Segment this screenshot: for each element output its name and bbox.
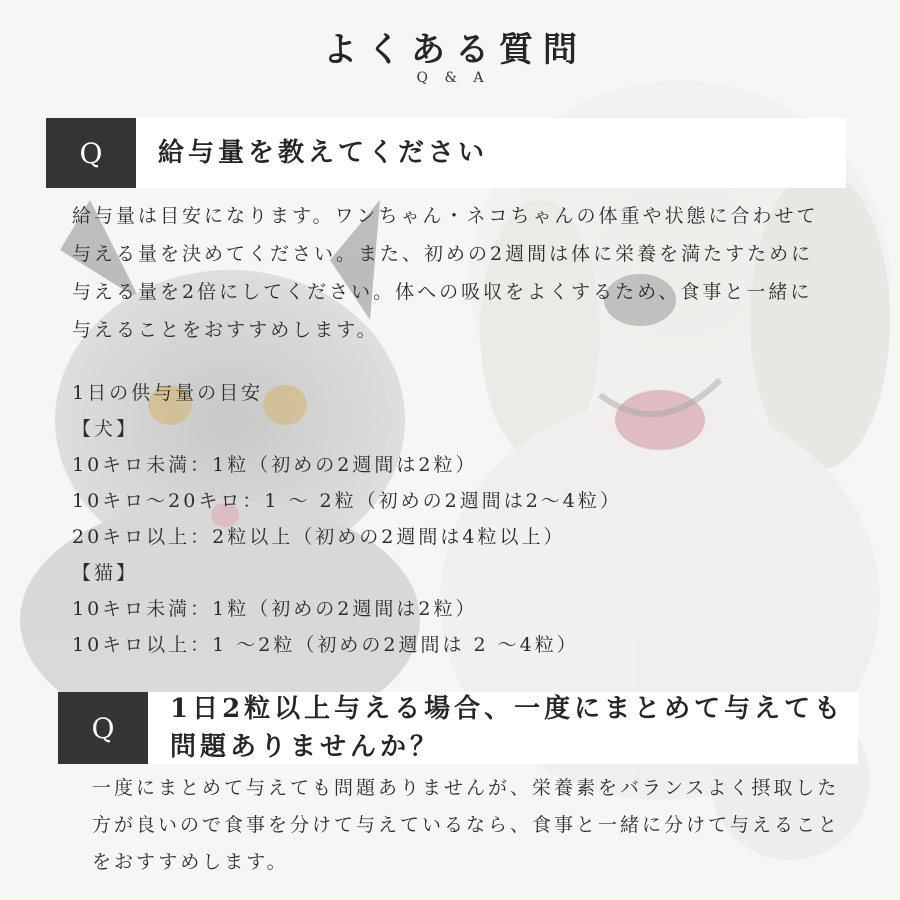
question-bar-dosage: [46, 118, 846, 188]
answer-text: 給与量は目安になります。ワンちゃん・ネコちゃんの体重や状態に合わせて与える量を決めてください。また、初めの2週間は体に栄養を満たすために与える量を2倍にしてください。体への吸収をよくするため、食事と一緒に与えることをおすすめします。: [72, 205, 819, 341]
cat-dosage-line: 10キロ以上：1 〜2粒（初めの2週間は 2 〜4粒）: [72, 634, 579, 656]
cat-dosage-line: 10キロ未満：1粒（初めの2週間は2粒）: [72, 598, 478, 620]
dosage-guide: [72, 375, 832, 663]
q-badge: Q: [46, 118, 136, 188]
dog-dosage-line: 20キロ以上：2粒以上（初めの2週間は4粒以上）: [72, 526, 566, 548]
answer-text: 一度にまとめて与えても問題ありませんが、栄養素をバランスよく摂取した方が良いので食事を分けて与えているなら、食事と一緒に分けて与えることをおすすめします。: [92, 777, 841, 873]
page-title: よくある質問: [323, 30, 587, 70]
page-subtitle: Q & A: [416, 70, 490, 86]
dosage-heading: 1日の供与量の目安: [72, 382, 264, 404]
dog-dosage-line: 10キロ〜20キロ：1 〜 2粒（初めの2週間は2〜4粒）: [72, 490, 622, 512]
question-bar-multiple-doses: [58, 692, 858, 764]
cat-label: 【猫】: [72, 562, 139, 584]
dog-dosage-line: 10キロ未満：1粒（初めの2週間は2粒）: [72, 454, 478, 476]
dog-label: 【犬】: [72, 418, 139, 440]
question-text: 給与量を教えてください: [158, 138, 489, 168]
question-text: 1日2粒以上与える場合、一度にまとめて与えても問題ありませんか？: [170, 694, 845, 762]
q-badge: Q: [58, 692, 148, 764]
